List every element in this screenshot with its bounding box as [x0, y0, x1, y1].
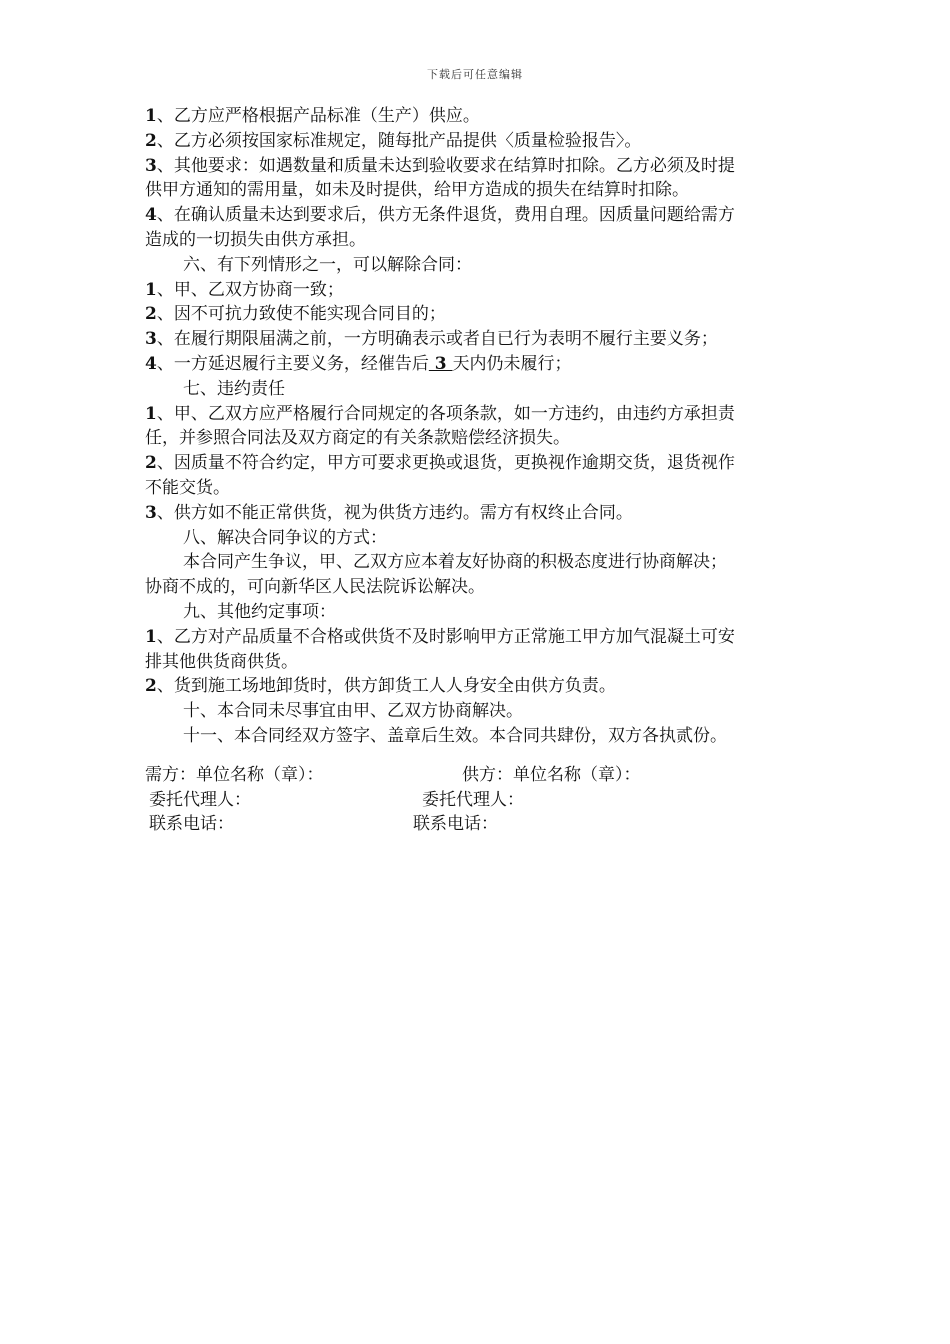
buyer-agent-label: 委托代理人：: [149, 789, 251, 810]
clause-text: 排其他供货商供货。: [145, 651, 298, 672]
clause-text: 、货到施工场地卸货时，供方卸货工人人身安全由供方负责。: [156, 676, 616, 697]
page-header: 下载后可任意编辑: [427, 68, 523, 81]
section-line: [145, 526, 809, 551]
clause-text: 、乙方应严格根据产品标准（生产）供应。: [156, 106, 480, 126]
clause-line: [145, 451, 809, 476]
clause-number: 3: [145, 329, 157, 350]
clause-line: [145, 327, 809, 352]
clause-number: 3: [145, 502, 157, 523]
clause-text: 、甲、乙双方应严格履行合同规定的各项条款，如一方违约，由违约方承担责: [156, 403, 735, 424]
clause-line: [145, 154, 809, 179]
clause-line: [145, 625, 809, 650]
clause-text: 、其他要求：如遇数量和质量未达到验收要求在结算时扣除。乙方必须及时提: [156, 155, 735, 176]
clause-line: [145, 426, 809, 451]
clause-number: 2: [145, 453, 157, 474]
clause-line: [145, 501, 809, 526]
section-line: [145, 724, 809, 749]
clause-line: [145, 203, 809, 228]
buyer-phone-label: 联系电话：: [149, 814, 234, 835]
signature-row-unit: [145, 763, 809, 788]
clause-text: 、一方延迟履行主要义务，经催告后: [156, 353, 429, 374]
clause-text: 十、本合同未尽事宜由甲、乙双方协商解决。: [183, 701, 523, 722]
clause-text: 八、解决合同争议的方式：: [183, 527, 387, 548]
clause-line: [145, 476, 809, 501]
contract-body: [145, 104, 809, 837]
clause-text-after: 天内仍未履行；: [452, 353, 572, 374]
clause-list: [145, 104, 809, 749]
spacer: [145, 749, 809, 763]
clause-text: 不能交货。: [145, 477, 230, 498]
seller-phone-label: 联系电话：: [413, 814, 498, 835]
clause-text: 、供方如不能正常供货，视为供货方违约。需方有权终止合同。: [156, 502, 633, 523]
clause-line: [145, 650, 809, 675]
clause-number: 4: [145, 353, 157, 374]
clause-number: 2: [145, 676, 157, 697]
clause-text: 供甲方通知的需用量，如未及时提供，给甲方造成的损失在结算时扣除。: [145, 180, 689, 201]
signature-row-phone: [145, 812, 809, 837]
section-line: [145, 550, 809, 575]
clause-line: [145, 575, 809, 600]
clause-text: 本合同产生争议，甲、乙双方应本着友好协商的积极态度进行协商解决；: [183, 552, 727, 573]
clause-text: 、在履行期限届满之前，一方明确表示或者自已行为表明不履行主要义务；: [156, 329, 718, 350]
section-line: [145, 600, 809, 625]
clause-line: [145, 352, 809, 377]
clause-text: 六、有下列情形之一，可以解除合同：: [183, 254, 472, 275]
clause-line: [145, 278, 809, 303]
clause-line: [145, 674, 809, 699]
clause-number: 4: [145, 205, 157, 226]
clause-line: [145, 104, 809, 129]
clause-number: 2: [145, 130, 157, 151]
clause-text: 、乙方必须按国家标准规定，随每批产品提供〈质量检验报告〉。: [156, 130, 642, 151]
clause-number: 1: [145, 106, 157, 126]
signature-block: [145, 763, 809, 837]
clause-line: [145, 129, 809, 154]
seller-agent-label: 委托代理人：: [422, 789, 524, 810]
seller-unit-label: 供方：单位名称（章）：: [462, 764, 641, 785]
clause-number: 1: [145, 279, 157, 300]
buyer-unit-label: 需方：单位名称（章）：: [145, 764, 324, 785]
clause-number: 2: [145, 304, 157, 325]
clause-line: [145, 302, 809, 327]
clause-text: 协商不成的，可向新华区人民法院诉讼解决。: [145, 577, 485, 598]
clause-line: [145, 402, 809, 427]
clause-text: 、乙方对产品质量不合格或供货不及时影响甲方正常施工甲方加气混凝土可安: [156, 626, 735, 647]
section-line: [145, 253, 809, 278]
clause-text: 、在确认质量未达到要求后，供方无条件退货，费用自理。因质量问题给需方: [156, 205, 735, 226]
clause-text: 、因不可抗力致使不能实现合同目的；: [156, 304, 446, 325]
clause-text: 、因质量不符合约定，甲方可要求更换或退货，更换视作逾期交货，退货视作: [156, 453, 735, 474]
clause-line: [145, 228, 809, 253]
clause-text: 十一、本合同经双方签字、盖章后生效。本合同共肆份，双方各执贰份。: [183, 725, 727, 746]
signature-row-agent: [145, 788, 809, 813]
clause-number: 1: [145, 403, 157, 424]
clause-text: 任，并参照合同法及双方商定的有关条款赔偿经济损失。: [145, 428, 570, 449]
clause-text: 造成的一切损失由供方承担。: [145, 229, 366, 250]
clause-text: 七、违约责任: [183, 378, 285, 399]
clause-number: 3: [145, 155, 157, 176]
section-line: [145, 699, 809, 724]
clause-text: 九、其他约定事项：: [183, 601, 336, 622]
section-line: [145, 377, 809, 402]
clause-text: 、甲、乙双方协商一致；: [156, 279, 344, 300]
underlined-value: 3: [428, 353, 453, 374]
clause-line: [145, 178, 809, 203]
clause-number: 1: [145, 626, 157, 647]
